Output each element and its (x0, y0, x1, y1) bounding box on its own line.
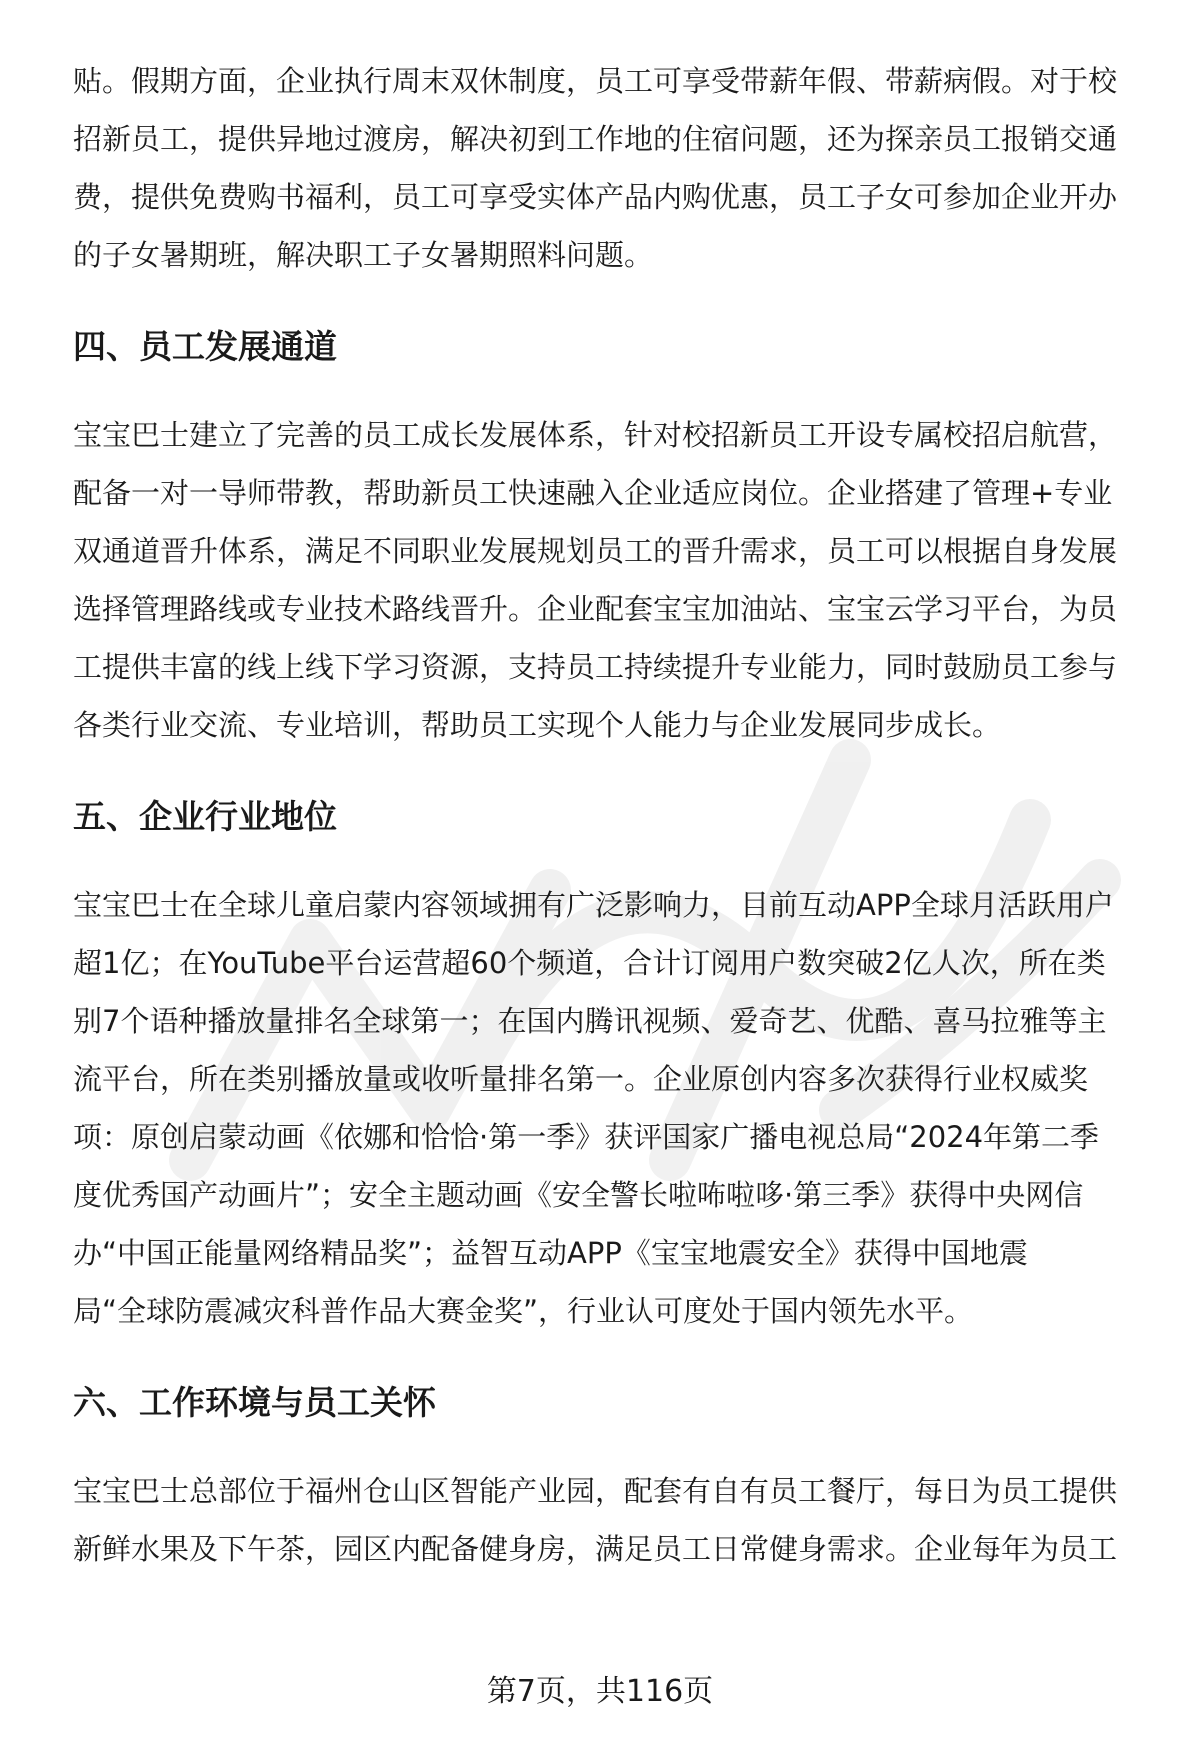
text-line: 项：原创启蒙动画《依娜和恰恰·第一季》获评国家广播电视总局“2024年第二季 (73, 1120, 1100, 1154)
section-heading-industry-position: 五、企业行业地位 (73, 797, 337, 836)
paragraph-work-environment (73, 1462, 1153, 1578)
page-number-footer: 第7页，共116页 (486, 1674, 714, 1709)
text-line: 费，提供免费购书福利，员工可享受实体产品内购优惠，员工子女可参加企业开办 (73, 180, 1118, 214)
text-line: 的子女暑期班，解决职工子女暑期照料问题。 (73, 238, 654, 272)
text-line: 招新员工，提供异地过渡房，解决初到工作地的住宿问题，还为探亲员工报销交通 (73, 122, 1118, 156)
text-line: 配备一对一导师带教，帮助新员工快速融入企业适应岗位。企业搭建了管理+专业 (73, 476, 1113, 510)
text-line: 宝宝巴士建立了完善的员工成长发展体系，针对校招新员工开设专属校招启航营， (73, 418, 1118, 452)
text-line: 宝宝巴士在全球儿童启蒙内容领域拥有广泛影响力，目前互动APP全球月活跃用户 (73, 888, 1114, 922)
text-line: 宝宝巴士总部位于福州仓山区智能产业园，配套有自有员工餐厅，每日为员工提供 (73, 1474, 1118, 1508)
text-line: 新鲜水果及下午茶，园区内配备健身房，满足员工日常健身需求。企业每年为员工 (73, 1532, 1118, 1566)
text-line: 别7个语种播放量排名全球第一；在国内腾讯视频、爱奇艺、优酷、喜马拉雅等主 (73, 1004, 1107, 1038)
paragraph-industry-position (73, 876, 1153, 1340)
document-body (73, 52, 1153, 1578)
text-line: 双通道晋升体系，满足不同职业发展规划员工的晋升需求，员工可以根据自身发展 (73, 534, 1118, 568)
paragraph-benefits-continued (73, 52, 1153, 284)
text-line: 工提供丰富的线上线下学习资源，支持员工持续提升专业能力，同时鼓励员工参与 (73, 650, 1118, 684)
text-line: 贴。假期方面，企业执行周末双休制度，员工可享受带薪年假、带薪病假。对于校 (73, 64, 1118, 98)
text-line: 局“全球防震减灾科普作品大赛金奖”，行业认可度处于国内领先水平。 (73, 1294, 974, 1328)
section-heading-development: 四、员工发展通道 (73, 327, 337, 366)
paragraph-development (73, 406, 1153, 754)
text-line: 超1亿；在YouTube平台运营超60个频道，合计订阅用户数突破2亿人次，所在类 (73, 946, 1106, 980)
text-line: 办“中国正能量网络精品奖”；益智互动APP《宝宝地震安全》获得中国地震 (73, 1236, 1028, 1270)
text-line: 流平台，所在类别播放量或收听量排名第一。企业原创内容多次获得行业权威奖 (73, 1062, 1089, 1096)
section-heading-work-environment: 六、工作环境与员工关怀 (73, 1383, 436, 1422)
text-line: 选择管理路线或专业技术路线晋升。企业配套宝宝加油站、宝宝云学习平台，为员 (73, 592, 1118, 626)
text-line: 各类行业交流、专业培训，帮助员工实现个人能力与企业发展同步成长。 (73, 708, 1002, 742)
text-line: 度优秀国产动画片”；安全主题动画《安全警长啦咘啦哆·第三季》获得中央网信 (73, 1178, 1084, 1212)
